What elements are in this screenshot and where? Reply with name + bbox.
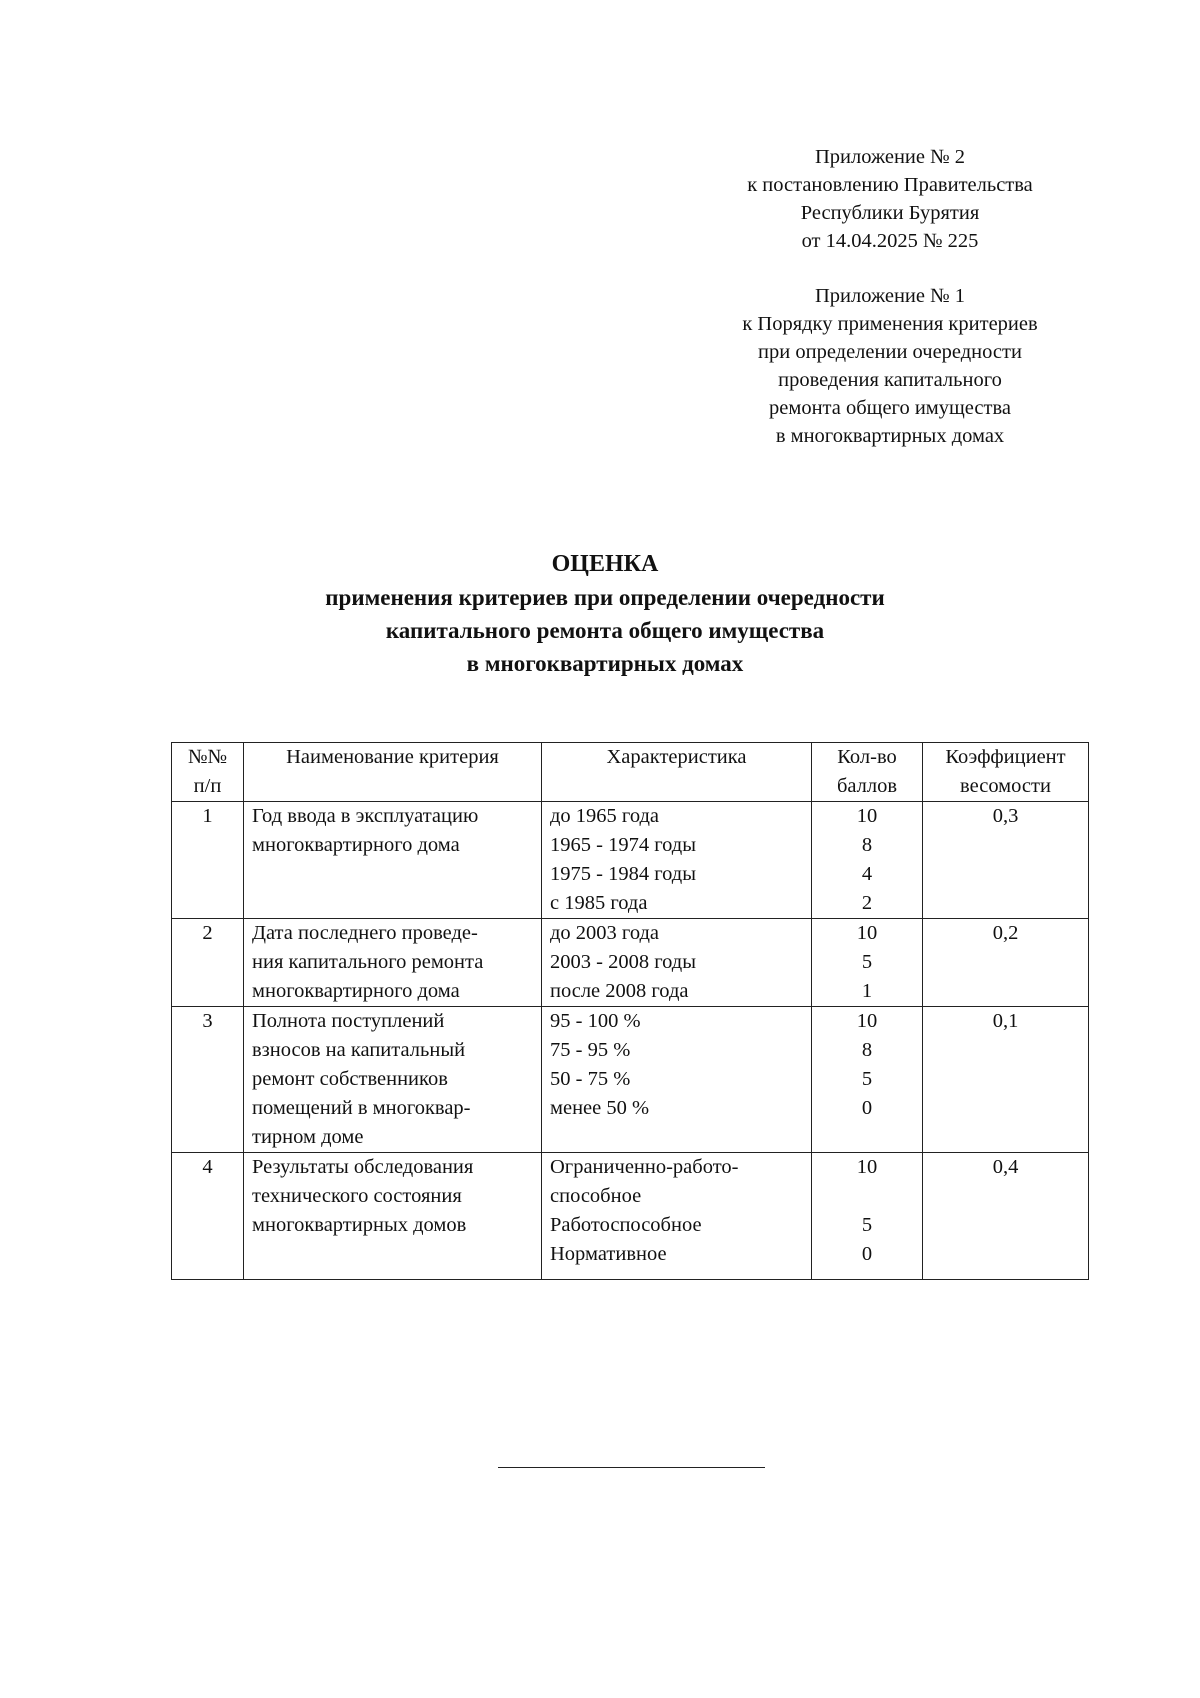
header-text: п/п: [193, 775, 222, 797]
appendix-1-header: [690, 282, 1090, 450]
points-value: [812, 1182, 922, 1211]
points-cell: [812, 1153, 923, 1280]
row-number: 3: [202, 1010, 213, 1032]
criterion-name-line: многоквартирного дома: [252, 834, 460, 856]
appendix-1-line: Приложение № 1: [814, 285, 966, 307]
header-num: [172, 743, 244, 802]
criteria-table: [171, 742, 1089, 1280]
characteristic-cell: [542, 1007, 812, 1153]
table-row: [172, 1153, 1089, 1280]
footer-divider: [498, 1467, 765, 1468]
points-value: 4: [861, 863, 873, 885]
points-value: 0: [861, 1243, 873, 1265]
title-main: ОЦЕНКА: [551, 551, 659, 577]
coefficient-value: 0,1: [992, 1010, 1019, 1032]
row-number: 4: [202, 1156, 213, 1178]
coefficient-value: 0,2: [992, 922, 1019, 944]
characteristic-line: 1965 - 1974 годы: [550, 834, 696, 856]
characteristic-line: Работоспособное: [550, 1214, 702, 1236]
row-number: 1: [202, 805, 213, 827]
coefficient-value: 0,4: [992, 1156, 1019, 1178]
characteristic-line: 50 - 75 %: [550, 1068, 631, 1090]
table-row: [172, 919, 1089, 1007]
characteristic-line: до 2003 года: [550, 922, 660, 944]
characteristic-line: до 1965 года: [550, 805, 660, 827]
appendix-2-line: Республики Бурятия: [800, 202, 980, 224]
points-cell: [812, 919, 923, 1007]
criterion-name-line: ремонт собственников: [252, 1068, 448, 1090]
characteristic-line: менее 50 %: [550, 1097, 650, 1119]
points-value: 5: [861, 1214, 873, 1236]
header-points: [812, 743, 923, 802]
characteristic-line: 2003 - 2008 годы: [550, 951, 696, 973]
header-text: Характеристика: [606, 746, 747, 768]
table-row: [172, 1007, 1089, 1153]
characteristic-cell: [542, 1153, 812, 1280]
row-number: 2: [202, 922, 213, 944]
header-text: №№: [187, 746, 228, 768]
points-value: 10: [856, 1010, 878, 1032]
criterion-name-cell: [244, 919, 542, 1007]
appendix-1-line: к Порядку применения критериев: [742, 313, 1038, 335]
table-row: [172, 802, 1089, 919]
table-header-row: [172, 743, 1089, 802]
characteristic-line: 1975 - 1984 годы: [550, 863, 696, 885]
row-number-cell: [172, 919, 244, 1007]
row-number-cell: [172, 1007, 244, 1153]
header-text: Кол-во: [837, 746, 897, 768]
points-value: 5: [861, 1068, 873, 1090]
header-text: баллов: [836, 775, 898, 797]
points-cell: [812, 802, 923, 919]
criterion-name-cell: [244, 1153, 542, 1280]
coefficient-cell: [923, 1153, 1089, 1280]
criterion-name-line: многоквартирных домов: [252, 1214, 467, 1236]
header-coefficient: [923, 743, 1089, 802]
header-text: Наименование критерия: [286, 746, 499, 768]
characteristic-line: 95 - 100 %: [550, 1010, 641, 1032]
row-number-cell: [172, 1153, 244, 1280]
characteristic-line: Нормативное: [550, 1243, 667, 1265]
characteristic-line: 75 - 95 %: [550, 1039, 631, 1061]
appendix-1-line: при определении очередности: [758, 341, 1022, 363]
points-value: 0: [861, 1097, 873, 1119]
coefficient-cell: [923, 802, 1089, 919]
points-cell: [812, 1007, 923, 1153]
criterion-name-line: многоквартирного дома: [252, 980, 460, 1002]
table-body: [172, 802, 1089, 1280]
header-text: Коэффициент: [945, 746, 1066, 768]
criterion-name-cell: [244, 1007, 542, 1153]
appendix-2-line: Приложение № 2: [814, 146, 966, 168]
appendix-1-line: ремонта общего имущества: [769, 397, 1011, 419]
points-value: 8: [861, 1039, 873, 1061]
criterion-name-cell: [244, 802, 542, 919]
appendix-2-header: [690, 143, 1090, 255]
coefficient-cell: [923, 919, 1089, 1007]
criterion-name-line: Год ввода в эксплуатацию: [252, 805, 479, 827]
points-value: 10: [856, 1156, 878, 1178]
appendix-2-line: от 14.04.2025 № 225: [801, 230, 979, 252]
criterion-name-line: ния капитального ремонта: [252, 951, 484, 973]
row-number-cell: [172, 802, 244, 919]
criterion-name-line: взносов на капитальный: [252, 1039, 466, 1061]
title-line: в многоквартирных домах: [466, 651, 744, 676]
title-line: применения критериев при определении очередности: [325, 585, 885, 610]
document-title: [180, 548, 1030, 680]
points-value: 2: [861, 892, 873, 914]
criterion-name-line: технического состояния: [252, 1185, 462, 1207]
points-value: 10: [856, 805, 878, 827]
criterion-name-line: Дата последнего проведе-: [252, 922, 478, 944]
coefficient-cell: [923, 1007, 1089, 1153]
coefficient-value: 0,3: [992, 805, 1019, 827]
points-value: 8: [861, 834, 873, 856]
points-value: 1: [861, 980, 873, 1002]
title-line: капитального ремонта общего имущества: [385, 618, 825, 643]
characteristic-line: с 1985 года: [550, 892, 648, 914]
characteristic-cell: [542, 919, 812, 1007]
points-value: 5: [861, 951, 873, 973]
header-text: весомости: [960, 775, 1051, 797]
header-characteristic: [542, 743, 812, 802]
characteristic-line: способное: [550, 1185, 642, 1207]
criterion-name-line: Результаты обследования: [252, 1156, 474, 1178]
characteristic-line: Ограниченно-работо-: [550, 1156, 739, 1178]
header-name: [244, 743, 542, 802]
criterion-name-line: тирном доме: [252, 1126, 364, 1148]
appendix-1-line: в многоквартирных домах: [775, 425, 1005, 447]
characteristic-line: после 2008 года: [550, 980, 689, 1002]
appendix-1-line: проведения капитального: [778, 369, 1002, 391]
points-value: 10: [856, 922, 878, 944]
criterion-name-line: Полнота поступлений: [252, 1010, 445, 1032]
appendix-2-line: к постановлению Правительства: [747, 174, 1033, 196]
characteristic-cell: [542, 802, 812, 919]
criterion-name-line: помещений в многоквар-: [252, 1097, 471, 1119]
